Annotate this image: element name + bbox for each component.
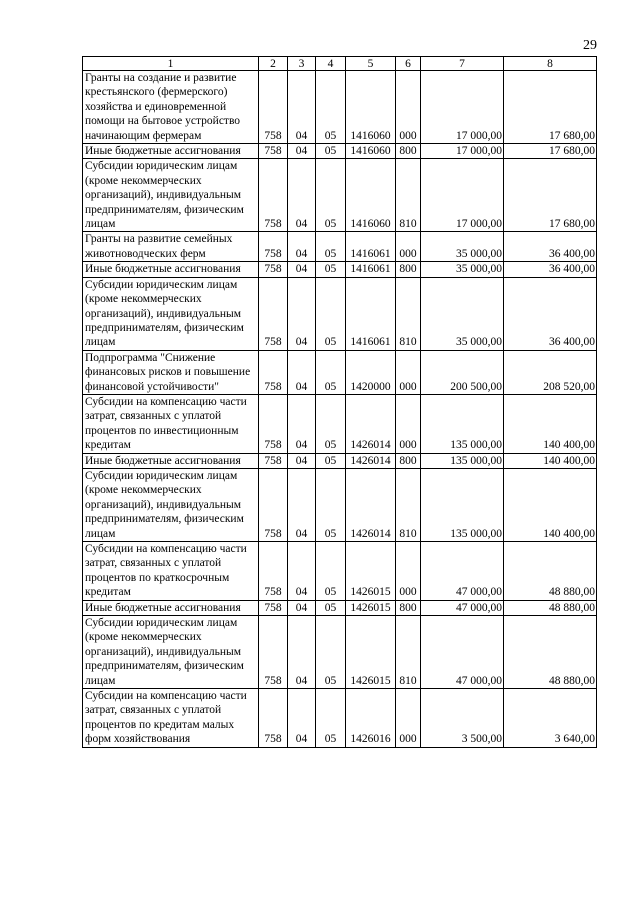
target-article-cell: 1416060 [346, 144, 396, 159]
expense-type-cell: 000 [396, 350, 421, 394]
table-row [83, 232, 597, 262]
item-name-cell: Гранты на создание и развитие крестьянского (фермерского) хозяйства и единовременной помощи на бытовое устройство начинающим фермерам [83, 71, 259, 144]
table-row [83, 159, 597, 232]
expense-type-cell: 800 [396, 453, 421, 468]
amount-cell: 200 500,00 [421, 350, 504, 394]
section-cell: 04 [288, 232, 316, 262]
amount-cell: 140 400,00 [504, 453, 597, 468]
expense-type-cell: 810 [396, 616, 421, 689]
item-name-cell: Субсидии юридическим лицам (кроме некоммерческих организаций), индивидуальным предпринимателям, физическим лицам [83, 277, 259, 350]
target-article-cell: 1426015 [346, 542, 396, 601]
header-cell: 4 [316, 57, 346, 71]
section-cell: 04 [288, 542, 316, 601]
amount-cell: 48 880,00 [504, 600, 597, 615]
subsection-cell: 05 [316, 159, 346, 232]
amount-cell: 48 880,00 [504, 616, 597, 689]
code-cell: 758 [259, 616, 288, 689]
section-cell: 04 [288, 689, 316, 748]
expense-type-cell: 000 [396, 689, 421, 748]
expense-type-cell: 810 [396, 159, 421, 232]
target-article-cell: 1416060 [346, 71, 396, 144]
target-article-cell: 1426016 [346, 689, 396, 748]
amount-cell: 140 400,00 [504, 468, 597, 541]
subsection-cell: 05 [316, 453, 346, 468]
section-cell: 04 [288, 71, 316, 144]
amount-cell: 17 000,00 [421, 144, 504, 159]
item-name-cell: Субсидии юридическим лицам (кроме некоммерческих организаций), индивидуальным предпринимателям, физическим лицам [83, 159, 259, 232]
item-name-cell: Иные бюджетные ассигнования [83, 453, 259, 468]
target-article-cell: 1426014 [346, 468, 396, 541]
item-name-cell: Субсидии на компенсацию части затрат, связанных с уплатой процентов по инвестиционным кредитам [83, 394, 259, 453]
item-name-cell: Субсидии юридическим лицам (кроме некоммерческих организаций), индивидуальным предпринимателям, физическим лицам [83, 468, 259, 541]
item-name-cell: Субсидии на компенсацию части затрат, связанных с уплатой процентов по кредитам малых форм хозяйствования [83, 689, 259, 748]
item-name-cell: Иные бюджетные ассигнования [83, 262, 259, 277]
section-cell: 04 [288, 144, 316, 159]
code-cell: 758 [259, 71, 288, 144]
code-cell: 758 [259, 262, 288, 277]
header-cell: 6 [396, 57, 421, 71]
section-cell: 04 [288, 616, 316, 689]
target-article-cell: 1426015 [346, 616, 396, 689]
table-row [83, 71, 597, 144]
table-row [83, 144, 597, 159]
expense-type-cell: 000 [396, 232, 421, 262]
subsection-cell: 05 [316, 468, 346, 541]
subsection-cell: 05 [316, 71, 346, 144]
section-cell: 04 [288, 350, 316, 394]
expense-type-cell: 800 [396, 144, 421, 159]
amount-cell: 17 000,00 [421, 159, 504, 232]
subsection-cell: 05 [316, 262, 346, 277]
code-cell: 758 [259, 542, 288, 601]
item-name-cell: Иные бюджетные ассигнования [83, 144, 259, 159]
amount-cell: 3 640,00 [504, 689, 597, 748]
amount-cell: 48 880,00 [504, 542, 597, 601]
header-cell: 2 [259, 57, 288, 71]
expense-type-cell: 800 [396, 262, 421, 277]
header-row [83, 57, 597, 71]
amount-cell: 36 400,00 [504, 262, 597, 277]
code-cell: 758 [259, 453, 288, 468]
section-cell: 04 [288, 277, 316, 350]
expense-type-cell: 800 [396, 600, 421, 615]
subsection-cell: 05 [316, 232, 346, 262]
table-body [83, 57, 597, 748]
subsection-cell: 05 [316, 277, 346, 350]
amount-cell: 47 000,00 [421, 616, 504, 689]
header-cell: 3 [288, 57, 316, 71]
code-cell: 758 [259, 689, 288, 748]
code-cell: 758 [259, 468, 288, 541]
header-cell: 1 [83, 57, 259, 71]
target-article-cell: 1416061 [346, 232, 396, 262]
budget-table [82, 56, 597, 748]
code-cell: 758 [259, 232, 288, 262]
expense-type-cell: 000 [396, 542, 421, 601]
table-row [83, 394, 597, 453]
target-article-cell: 1426014 [346, 453, 396, 468]
code-cell: 758 [259, 159, 288, 232]
header-cell: 8 [504, 57, 597, 71]
subsection-cell: 05 [316, 600, 346, 615]
code-cell: 758 [259, 600, 288, 615]
page-number: 29 [583, 38, 597, 53]
expense-type-cell: 810 [396, 277, 421, 350]
target-article-cell: 1420000 [346, 350, 396, 394]
section-cell: 04 [288, 262, 316, 277]
amount-cell: 135 000,00 [421, 453, 504, 468]
target-article-cell: 1416060 [346, 159, 396, 232]
amount-cell: 208 520,00 [504, 350, 597, 394]
expense-type-cell: 000 [396, 394, 421, 453]
subsection-cell: 05 [316, 350, 346, 394]
code-cell: 758 [259, 350, 288, 394]
amount-cell: 47 000,00 [421, 600, 504, 615]
target-article-cell: 1426014 [346, 394, 396, 453]
expense-type-cell: 000 [396, 71, 421, 144]
amount-cell: 35 000,00 [421, 262, 504, 277]
section-cell: 04 [288, 159, 316, 232]
amount-cell: 17 680,00 [504, 71, 597, 144]
amount-cell: 140 400,00 [504, 394, 597, 453]
amount-cell: 135 000,00 [421, 394, 504, 453]
amount-cell: 17 680,00 [504, 144, 597, 159]
item-name-cell: Иные бюджетные ассигнования [83, 600, 259, 615]
amount-cell: 17 000,00 [421, 71, 504, 144]
table-row [83, 542, 597, 601]
header-cell: 5 [346, 57, 396, 71]
table-row [83, 468, 597, 541]
code-cell: 758 [259, 277, 288, 350]
section-cell: 04 [288, 600, 316, 615]
item-name-cell: Субсидии юридическим лицам (кроме некоммерческих организаций), индивидуальным предпринимателям, физическим лицам [83, 616, 259, 689]
amount-cell: 36 400,00 [504, 277, 597, 350]
amount-cell: 135 000,00 [421, 468, 504, 541]
code-cell: 758 [259, 394, 288, 453]
table-row [83, 350, 597, 394]
subsection-cell: 05 [316, 616, 346, 689]
table-row [83, 689, 597, 748]
subsection-cell: 05 [316, 542, 346, 601]
subsection-cell: 05 [316, 394, 346, 453]
target-article-cell: 1426015 [346, 600, 396, 615]
amount-cell: 17 680,00 [504, 159, 597, 232]
table-row [83, 600, 597, 615]
amount-cell: 36 400,00 [504, 232, 597, 262]
section-cell: 04 [288, 468, 316, 541]
amount-cell: 35 000,00 [421, 277, 504, 350]
item-name-cell: Гранты на развитие семейных животноводческих ферм [83, 232, 259, 262]
table-row [83, 453, 597, 468]
subsection-cell: 05 [316, 144, 346, 159]
code-cell: 758 [259, 144, 288, 159]
subsection-cell: 05 [316, 689, 346, 748]
table-row [83, 616, 597, 689]
table-row [83, 277, 597, 350]
item-name-cell: Подпрограмма "Снижение финансовых рисков и повышение финансовой устойчивости" [83, 350, 259, 394]
target-article-cell: 1416061 [346, 262, 396, 277]
item-name-cell: Субсидии на компенсацию части затрат, связанных с уплатой процентов по краткосрочным кредитам [83, 542, 259, 601]
target-article-cell: 1416061 [346, 277, 396, 350]
amount-cell: 3 500,00 [421, 689, 504, 748]
table-row [83, 262, 597, 277]
expense-type-cell: 810 [396, 468, 421, 541]
section-cell: 04 [288, 453, 316, 468]
section-cell: 04 [288, 394, 316, 453]
amount-cell: 35 000,00 [421, 232, 504, 262]
amount-cell: 47 000,00 [421, 542, 504, 601]
header-cell: 7 [421, 57, 504, 71]
